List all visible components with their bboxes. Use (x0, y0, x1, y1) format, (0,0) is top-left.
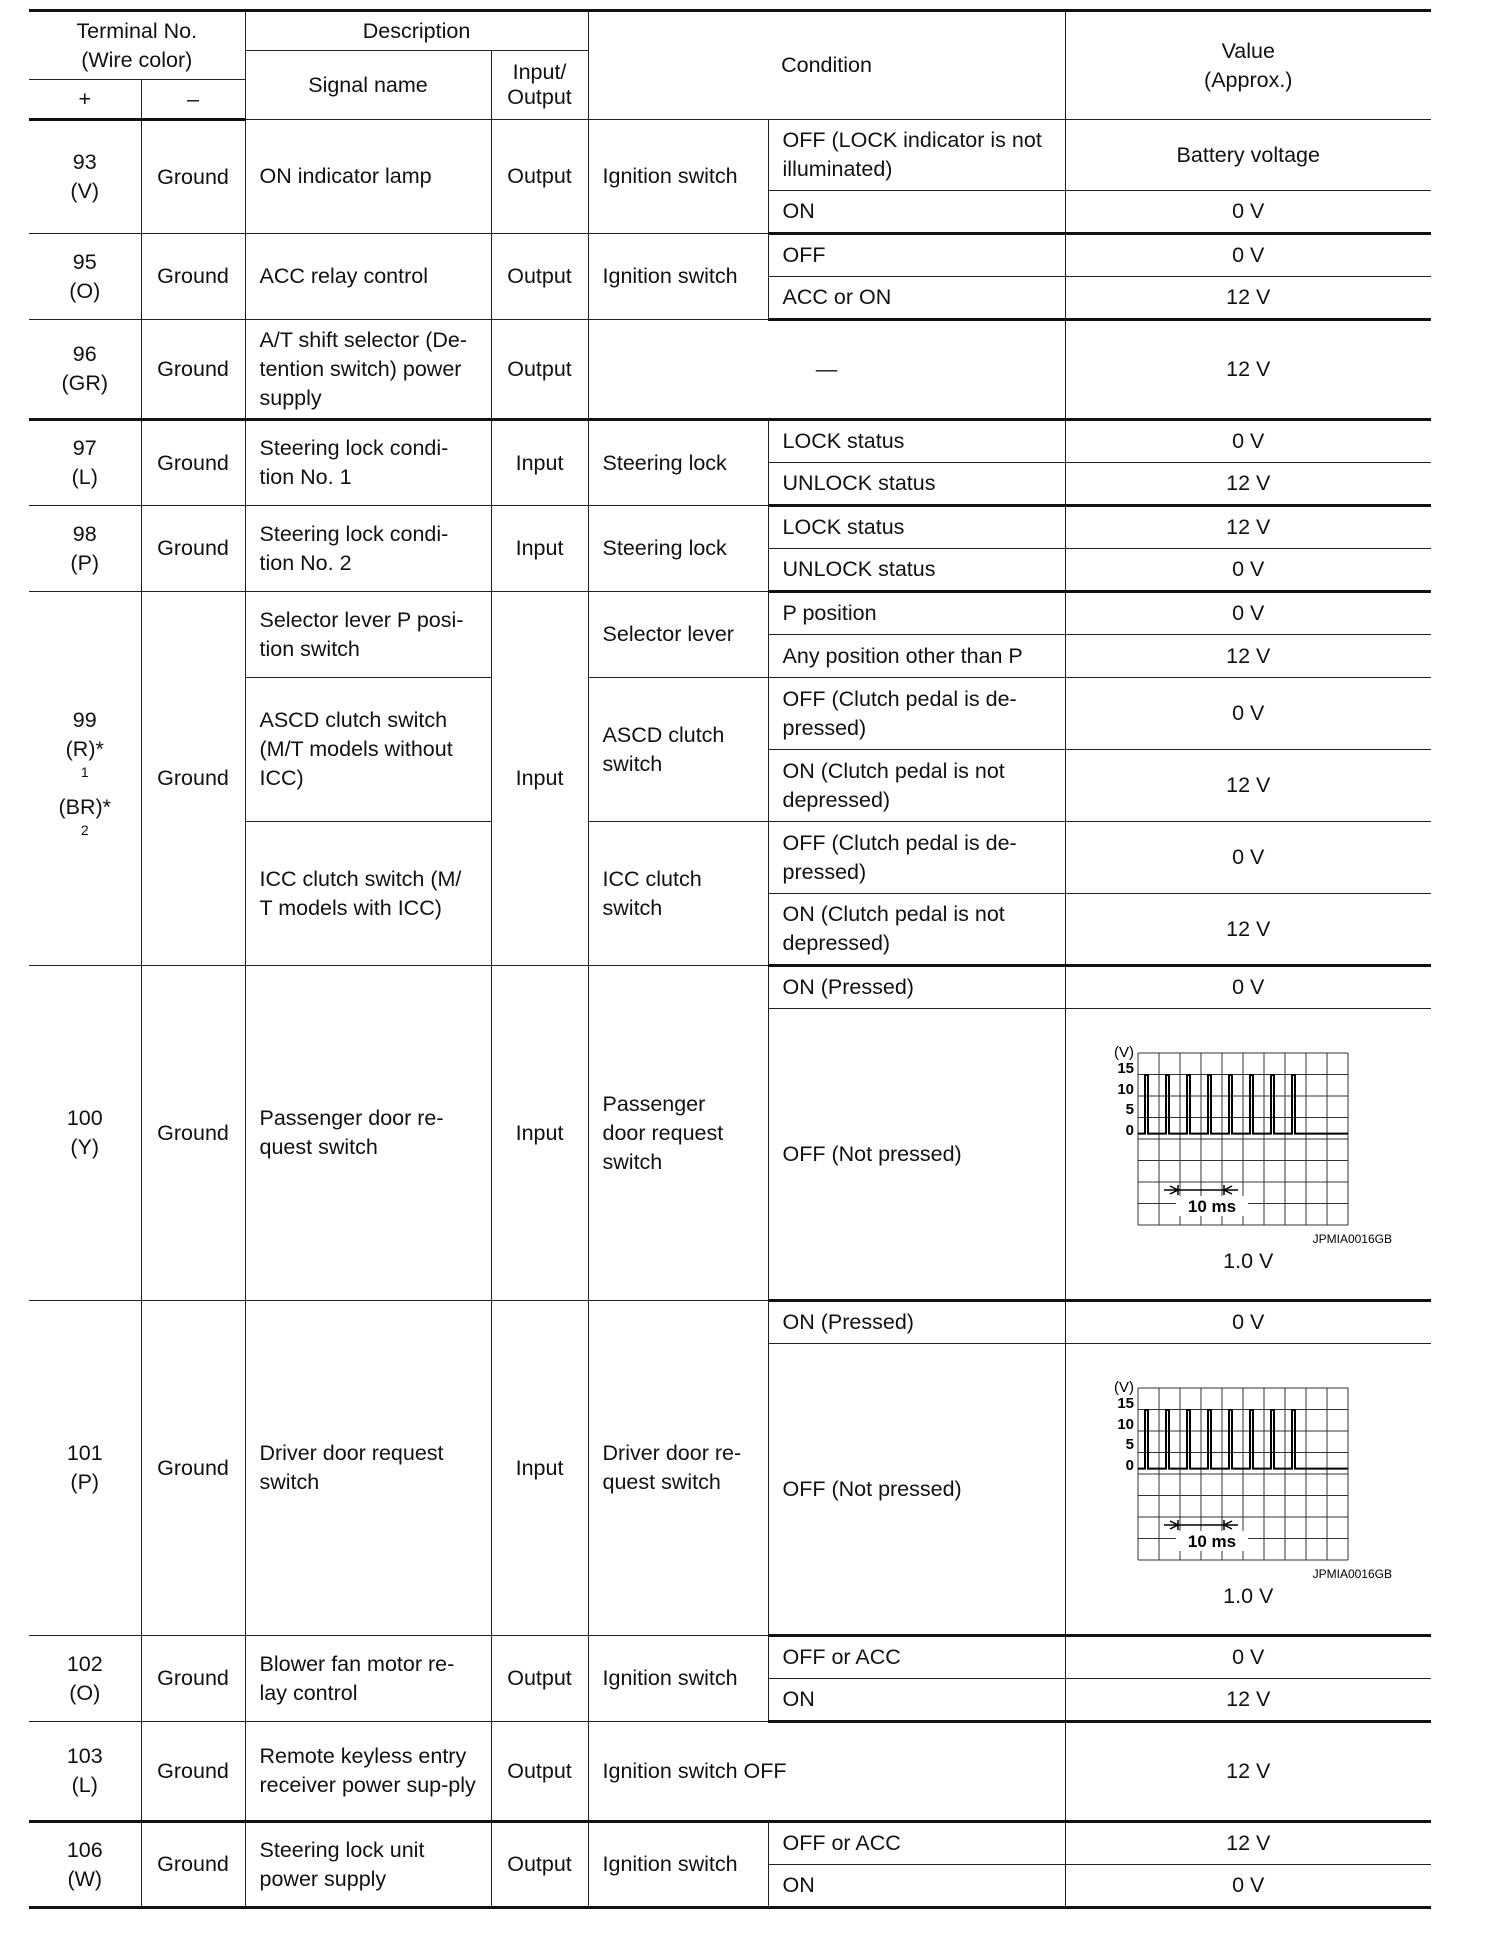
ground-102: Ground (141, 1636, 245, 1722)
ground-98: Ground (141, 506, 245, 592)
time-scale-label: 10 ms (1188, 1531, 1237, 1551)
signal-98: Steering lock condi-tion No. 2 (245, 506, 491, 592)
ground-106: Ground (141, 1822, 245, 1908)
value-96: 12 V (1065, 320, 1431, 420)
value-106-1: 12 V (1065, 1822, 1431, 1865)
ground-96: Ground (141, 320, 245, 420)
ground-103: Ground (141, 1722, 245, 1822)
figure-code: JPMIA0016GB (1312, 1231, 1393, 1246)
value-106-2: 0 V (1065, 1865, 1431, 1908)
terminal-99: 99 (R)* $^1$ (BR)* $^2$ (29, 592, 141, 966)
y-unit-label: (V) (1114, 1378, 1135, 1396)
header-value: Value (Approx.) (1065, 11, 1431, 120)
state-99-c1: OFF (Clutch pedal is de-pressed) (768, 822, 1065, 894)
value-93-2: 0 V (1065, 191, 1431, 234)
value-99-b2: 12 V (1065, 750, 1431, 822)
condition-95: Ignition switch (588, 234, 768, 320)
waveform-chart-100 (1098, 1033, 1398, 1247)
condition-96: — (588, 320, 1065, 420)
y-tick-label: 15 (1117, 1394, 1135, 1412)
ground-93: Ground (141, 120, 245, 234)
value-99-c1: 0 V (1065, 822, 1431, 894)
signal-102: Blower fan motor re-lay control (245, 1636, 491, 1722)
value-98-1: 12 V (1065, 506, 1431, 549)
condition-93: Ignition switch (588, 120, 768, 234)
io-106: Output (491, 1822, 588, 1908)
terminal-106: 106 (W) (29, 1822, 141, 1908)
value-97-2: 12 V (1065, 463, 1431, 506)
state-100-2: OFF (Not pressed) (768, 1009, 1065, 1301)
state-99-b2: ON (Clutch pedal is not depressed) (768, 750, 1065, 822)
header-description: Description (245, 11, 588, 51)
condition-106: Ignition switch (588, 1822, 768, 1908)
condition-99-b: ASCD clutch switch (588, 678, 768, 822)
io-93: Output (491, 120, 588, 234)
condition-97: Steering lock (588, 420, 768, 506)
header-plus: + (29, 80, 141, 120)
signal-96: A/T shift selector (De-tention switch) power supply (245, 320, 491, 420)
signal-101: Driver door request switch (245, 1301, 491, 1636)
y-tick-label: 10 (1117, 1080, 1135, 1098)
state-101-2: OFF (Not pressed) (768, 1344, 1065, 1636)
ground-100: Ground (141, 966, 245, 1301)
y-unit-label: (V) (1114, 1043, 1135, 1061)
condition-100: Passenger door request switch (588, 966, 768, 1301)
header-input-output: Input/ Output (491, 51, 588, 120)
time-scale-label: 10 ms (1188, 1196, 1237, 1216)
value-98-2: 0 V (1065, 549, 1431, 592)
value-99-a2: 12 V (1065, 635, 1431, 678)
value-100-1: 0 V (1065, 966, 1431, 1009)
state-100-1: ON (Pressed) (768, 966, 1065, 1009)
value-97-1: 0 V (1065, 420, 1431, 463)
ground-97: Ground (141, 420, 245, 506)
condition-103: Ignition switch OFF (588, 1722, 1065, 1822)
condition-102: Ignition switch (588, 1636, 768, 1722)
value-95-1: 0 V (1065, 234, 1431, 277)
terminal-102: 102 (O) (29, 1636, 141, 1722)
io-103: Output (491, 1722, 588, 1822)
value-99-c2: 12 V (1065, 894, 1431, 966)
io-98: Input (491, 506, 588, 592)
header-terminal-no: Terminal No. (Wire color) (29, 11, 245, 80)
state-98-1: LOCK status (768, 506, 1065, 549)
value-100-2: (V) 15 10 5 0 10 ms JPMIA0016GB 1.0 V (1065, 1009, 1431, 1301)
terminal-96: 96 (GR) (29, 320, 141, 420)
signal-100: Passenger door re-quest switch (245, 966, 491, 1301)
terminal-100: 100 (Y) (29, 966, 141, 1301)
condition-101: Driver door re-quest switch (588, 1301, 768, 1636)
io-96: Output (491, 320, 588, 420)
y-tick-label: 5 (1125, 1100, 1135, 1118)
ground-101: Ground (141, 1301, 245, 1636)
terminal-93: 93 (V) (29, 120, 141, 234)
state-93-2: ON (768, 191, 1065, 234)
condition-99-c: ICC clutch switch (588, 822, 768, 966)
terminal-97: 97 (L) (29, 420, 141, 506)
value-95-2: 12 V (1065, 277, 1431, 320)
terminal-95: 95 (O) (29, 234, 141, 320)
state-95-2: ACC or ON (768, 277, 1065, 320)
terminal-103: 103 (L) (29, 1722, 141, 1822)
y-tick-label: 15 (1117, 1059, 1135, 1077)
ground-99: Ground (141, 592, 245, 966)
io-100: Input (491, 966, 588, 1301)
value-101-2: (V) 15 10 5 0 10 ms JPMIA0016GB 1.0 V (1065, 1344, 1431, 1636)
header-condition: Condition (588, 11, 1065, 120)
ground-95: Ground (141, 234, 245, 320)
io-95: Output (491, 234, 588, 320)
state-99-b1: OFF (Clutch pedal is de-pressed) (768, 678, 1065, 750)
terminal-98: 98 (P) (29, 506, 141, 592)
signal-97: Steering lock condi-tion No. 1 (245, 420, 491, 506)
signal-95: ACC relay control (245, 234, 491, 320)
value-99-b1: 0 V (1065, 678, 1431, 750)
signal-99-a: Selector lever P posi-tion switch (245, 592, 491, 678)
io-101: Input (491, 1301, 588, 1636)
state-97-1: LOCK status (768, 420, 1065, 463)
signal-99-c: ICC clutch switch (M/ T models with ICC) (245, 822, 491, 966)
y-tick-label: 10 (1117, 1415, 1135, 1433)
signal-103: Remote keyless entry receiver power sup-ply (245, 1722, 491, 1822)
state-102-2: ON (768, 1679, 1065, 1722)
state-97-2: UNLOCK status (768, 463, 1065, 506)
value-102-2: 12 V (1065, 1679, 1431, 1722)
state-98-2: UNLOCK status (768, 549, 1065, 592)
y-tick-label: 5 (1125, 1435, 1135, 1453)
state-106-2: ON (768, 1865, 1065, 1908)
condition-98: Steering lock (588, 506, 768, 592)
waveform-chart-101 (1098, 1368, 1398, 1582)
value-103: 12 V (1065, 1722, 1431, 1822)
state-95-1: OFF (768, 234, 1065, 277)
state-102-1: OFF or ACC (768, 1636, 1065, 1679)
io-97: Input (491, 420, 588, 506)
value-101-1: 0 V (1065, 1301, 1431, 1344)
value-99-a1: 0 V (1065, 592, 1431, 635)
state-99-c2: ON (Clutch pedal is not depressed) (768, 894, 1065, 966)
signal-106: Steering lock unit power supply (245, 1822, 491, 1908)
state-99-a1: P position (768, 592, 1065, 635)
y-tick-label: 0 (1125, 1456, 1135, 1474)
state-93-1: OFF (LOCK indicator is not illuminated) (768, 120, 1065, 191)
terminal-table (29, 9, 1431, 1909)
state-106-1: OFF or ACC (768, 1822, 1065, 1865)
y-tick-label: 0 (1125, 1121, 1135, 1139)
value-93-1: Battery voltage (1065, 120, 1431, 191)
io-99: Input (491, 592, 588, 966)
terminal-101: 101 (P) (29, 1301, 141, 1636)
value-102-1: 0 V (1065, 1636, 1431, 1679)
header-signal-name: Signal name (245, 51, 491, 120)
io-102: Output (491, 1636, 588, 1722)
signal-93: ON indicator lamp (245, 120, 491, 234)
header-minus: – (141, 80, 245, 120)
figure-code: JPMIA0016GB (1312, 1566, 1393, 1581)
signal-99-b: ASCD clutch switch (M/T models without ICC) (245, 678, 491, 822)
state-99-a2: Any position other than P (768, 635, 1065, 678)
condition-99-a: Selector lever (588, 592, 768, 678)
state-101-1: ON (Pressed) (768, 1301, 1065, 1344)
